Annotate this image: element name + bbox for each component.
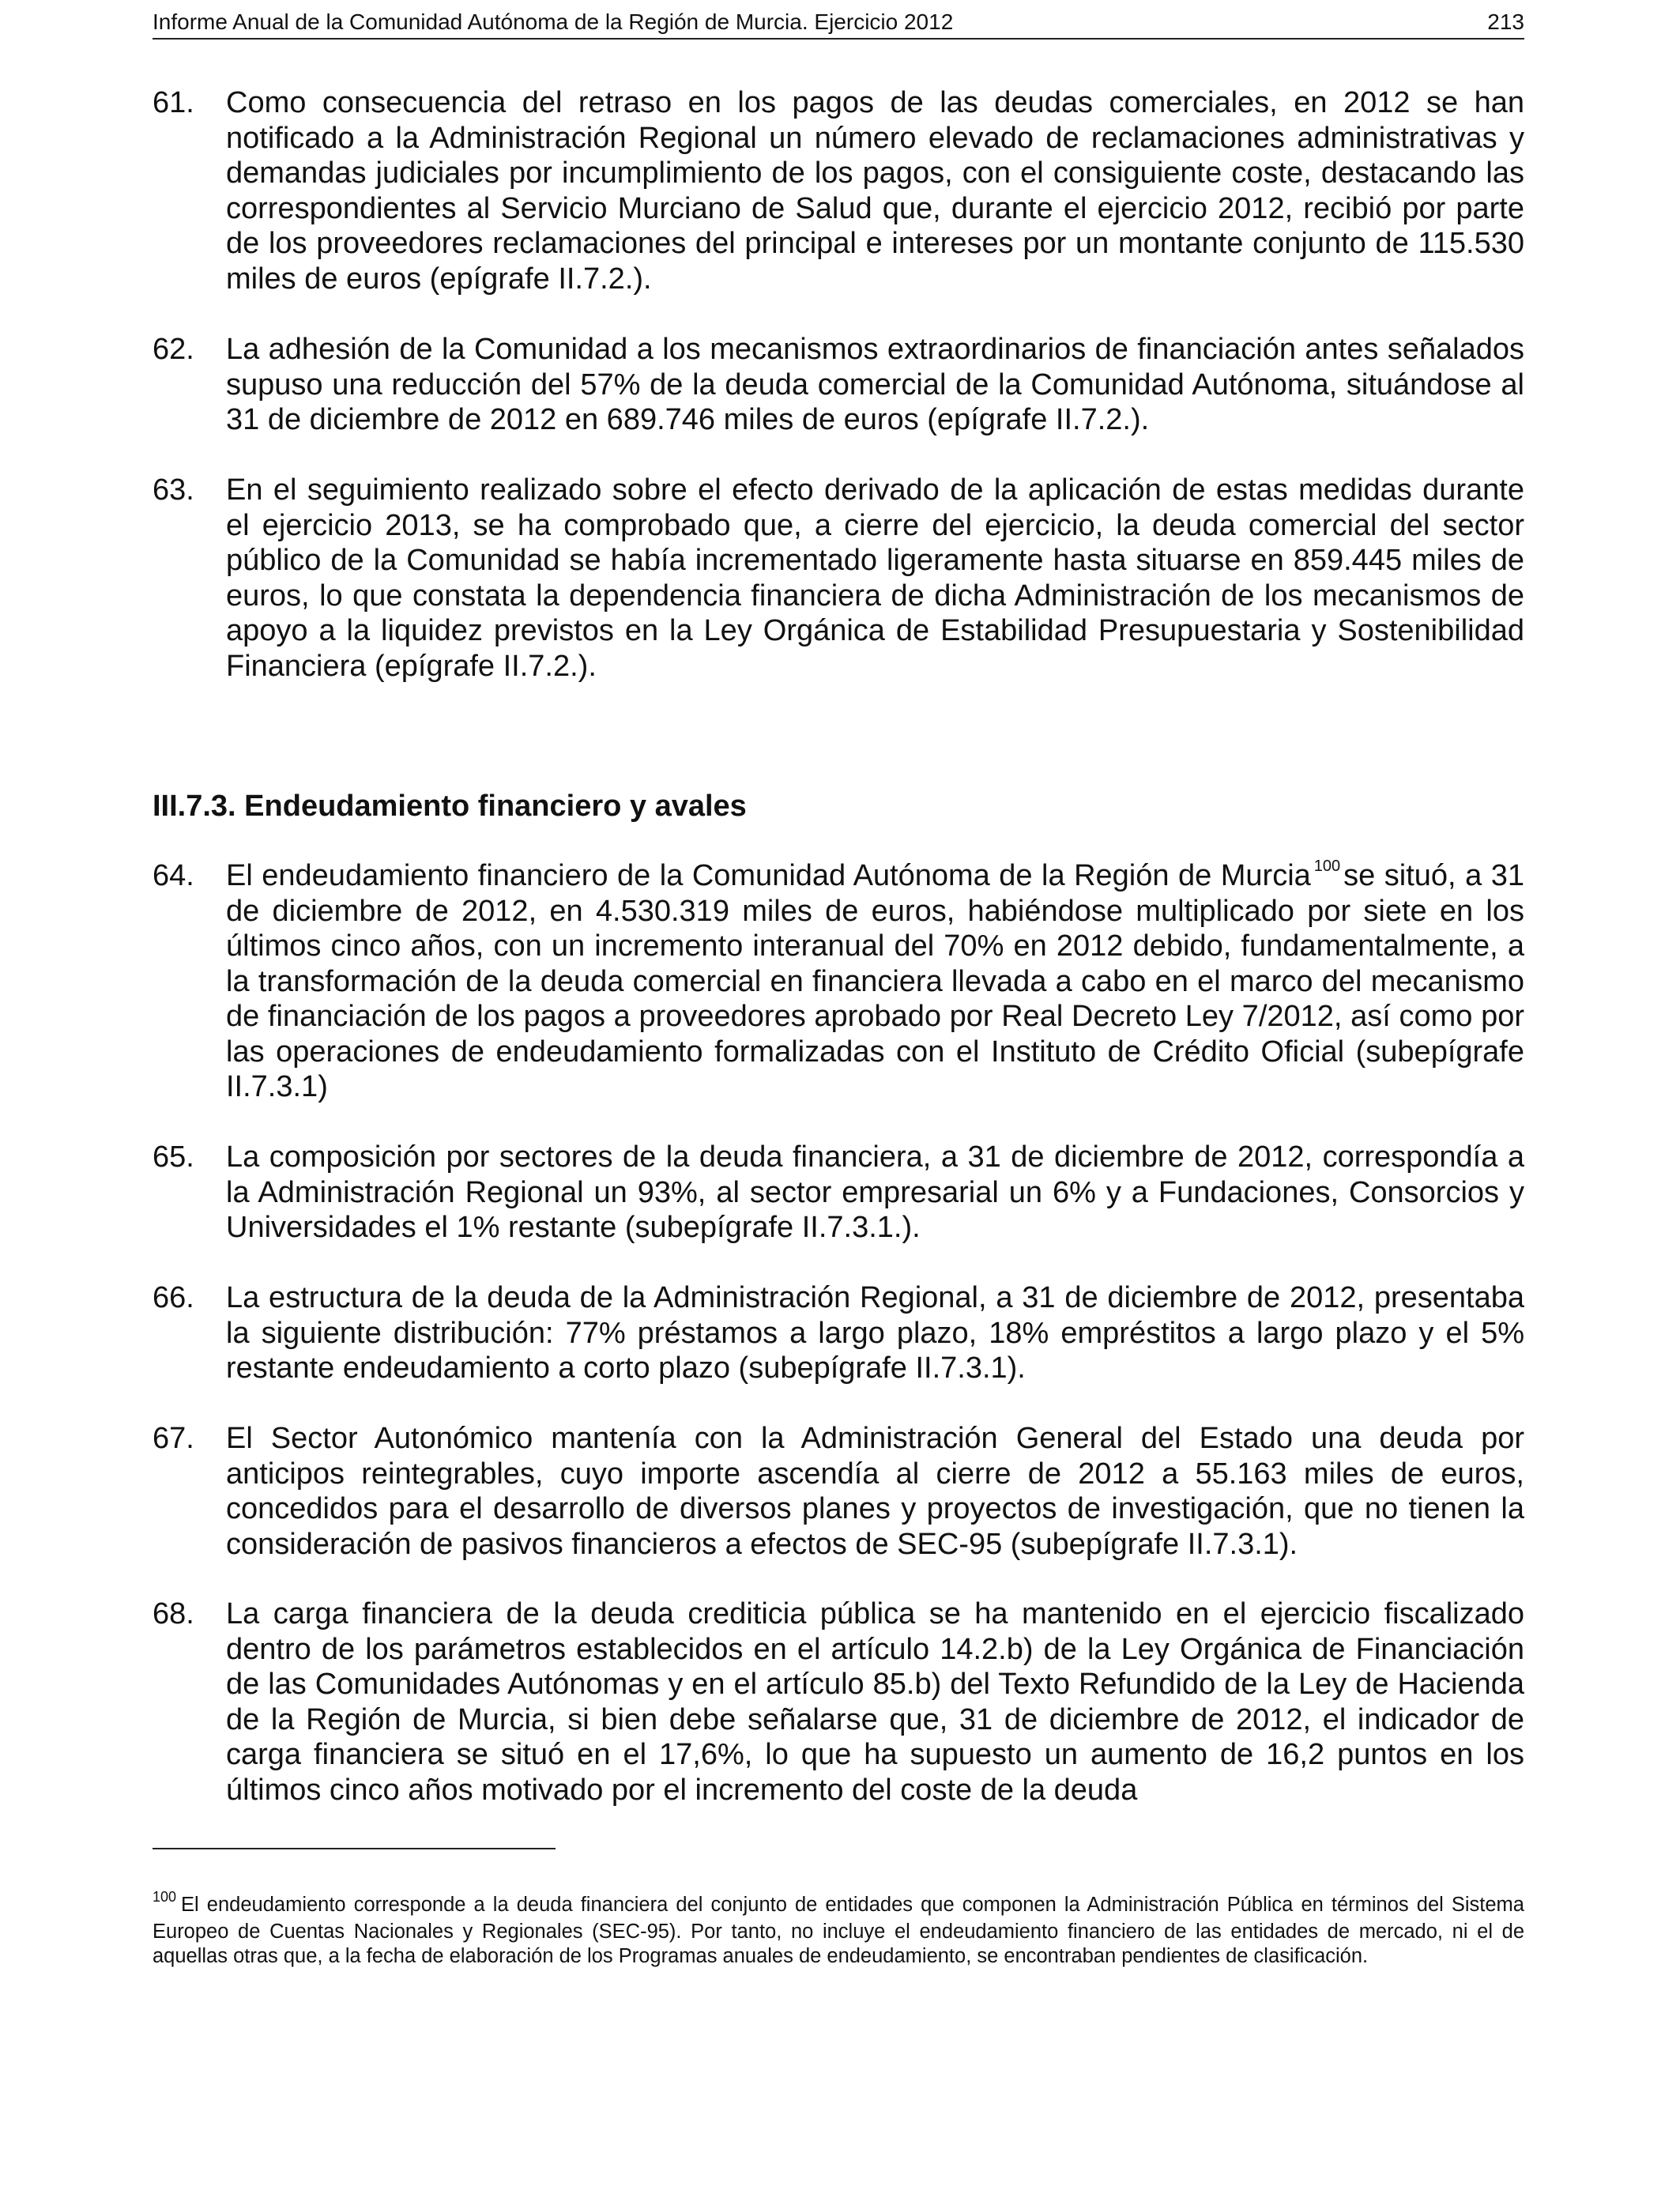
paragraph-number: 61. — [153, 86, 194, 119]
section-heading: III.7.3. Endeudamiento financiero y avales — [153, 790, 747, 823]
paragraph-number: 66. — [153, 1281, 194, 1314]
paragraph-68 — [153, 1596, 1524, 1808]
paragraph-64 — [153, 858, 1524, 1105]
paragraph-text: En el seguimiento realizado sobre el efecto derivado de la aplicación de estas medidas durante el ejercicio 2013, se ha comprobado que, a cierre del ejercicio, la deuda comercial del sector público de la Comunidad se había incrementado ligeramente hasta situarse en 859.445 miles de euros, lo que constata la dependencia financiera de dicha Administración de los mecanismos de apoyo a la liquidez previstos en la Ley Orgánica de Estabilidad Presupuestaria y Sostenibilidad Financiera (epígrafe II.7.2.). — [226, 473, 1524, 683]
paragraph-text: La estructura de la deuda de la Administración Regional, a 31 de diciembre de 2012, presentaba la siguiente distribución: 77% préstamos a largo plazo, 18% empréstitos a largo plazo y el 5% restante endeudamiento a corto plazo (subepígrafe II.7.3.1). — [226, 1281, 1524, 1385]
paragraph-number: 68. — [153, 1597, 194, 1630]
paragraph-text: La composición por sectores de la deuda financiera, a 31 de diciembre de 2012, correspondía a la Administración Regional un 93%, al sector empresarial un 6% y a Fundaciones, Consorcios y Universidades el 1% restante (subepígrafe II.7.3.1.). — [226, 1140, 1524, 1244]
paragraph-text: Como consecuencia del retraso en los pagos de las deudas comerciales, en 2012 se han notificado a la Administración Regional un número elevado de reclamaciones administrativas y demandas judiciales por incumplimiento de los pagos, con el consiguiente coste, destacando las correspondientes al Servicio Murciano de Salud que, durante el ejercicio 2012, recibió por parte de los proveedores reclamaciones del principal e intereses por un montante conjunto de 115.530 miles de euros (epígrafe II.7.2.). — [226, 86, 1524, 296]
paragraph-number: 63. — [153, 473, 194, 507]
footnote-reference[interactable]: 100 — [1313, 858, 1341, 875]
paragraph-number: 62. — [153, 333, 194, 366]
paragraph-number: 64. — [153, 859, 194, 892]
page-number: 213 — [1487, 9, 1524, 34]
paragraph-67 — [153, 1421, 1524, 1562]
paragraph-text: La carga financiera de la deuda crediticia pública se ha mantenido en el ejercicio fiscalizado dentro de los parámetros establecidos en el artículo 14.2.b) de la Ley Orgánica de Financiación de las Comunidades Autónomas y en el artículo 85.b) del Texto Refundido de la Ley de Hacienda de la Región de Murcia, si bien debe señalarse que, 31 de diciembre de 2012, el indicador de carga financiera se situó en el 17,6%, lo que ha supuesto un aumento de 16,2 puntos en los últimos cinco años motivado por el incremento del coste de la deuda — [226, 1597, 1524, 1807]
paragraph-62 — [153, 332, 1524, 438]
footnote-mark: 100 — [153, 1889, 177, 1905]
paragraph-text-after: se situó, a 31 de diciembre de 2012, en 4.530.319 miles de euros, habiéndose multiplicado por siete en los últimos cinco años, con un incremento interanual del 70% en 2012 debido, fundamentalmente, a la transformación de la deuda comercial en financiera llevada a cabo en el marco del mecanismo de financiación de los pagos a proveedores aprobado por Real Decreto Ley 7/2012, así como por las operaciones de endeudamiento formalizadas con el Instituto de Crédito Oficial (subepígrafe II.7.3.1) — [226, 859, 1524, 1103]
paragraph-text — [226, 858, 1524, 1105]
paragraph-63 — [153, 473, 1524, 684]
paragraph-number: 65. — [153, 1140, 194, 1174]
header-title: Informe Anual de la Comunidad Autónoma de la Región de Murcia. Ejercicio 2012 — [153, 9, 954, 34]
footnote-text: El endeudamiento corresponde a la deuda financiera del conjunto de entidades que componen la Administración Pública en términos del Sistema Europeo de Cuentas Nacionales y Regionales (SEC-95). Por tanto, no incluye el endeudamiento financiero de las entidades de mercado, ni el de aquellas otras que, a la fecha de elaboración de los Programas anuales de endeudamiento, se encontraban pendientes de clasificación. — [153, 1894, 1524, 1967]
paragraph-text: El Sector Autonómico mantenía con la Administración General del Estado una deuda por anticipos reintegrables, cuyo importe ascendía al cierre de 2012 a 55.163 miles de euros, concedidos para el desarrollo de diversos planes y proyectos de investigación, que no tienen la consideración de pasivos financieros a efectos de SEC-95 (subepígrafe II.7.3.1). — [226, 1422, 1524, 1561]
paragraph-65 — [153, 1140, 1524, 1246]
paragraph-text-before: El endeudamiento financiero de la Comunidad Autónoma de la Región de Murcia — [226, 859, 1311, 892]
paragraph-text: La adhesión de la Comunidad a los mecanismos extraordinarios de financiación antes señalados supuso una reducción del 57% de la deuda comercial de la Comunidad Autónoma, situándose al 31 de diciembre de 2012 en 689.746 miles de euros (epígrafe II.7.2.). — [226, 333, 1524, 436]
paragraph-66 — [153, 1280, 1524, 1386]
footnote — [153, 1889, 1524, 1970]
paragraph-number: 67. — [153, 1422, 194, 1455]
paragraph-61 — [153, 85, 1524, 296]
running-header — [153, 6, 1524, 40]
footnote-separator — [153, 1848, 556, 1849]
